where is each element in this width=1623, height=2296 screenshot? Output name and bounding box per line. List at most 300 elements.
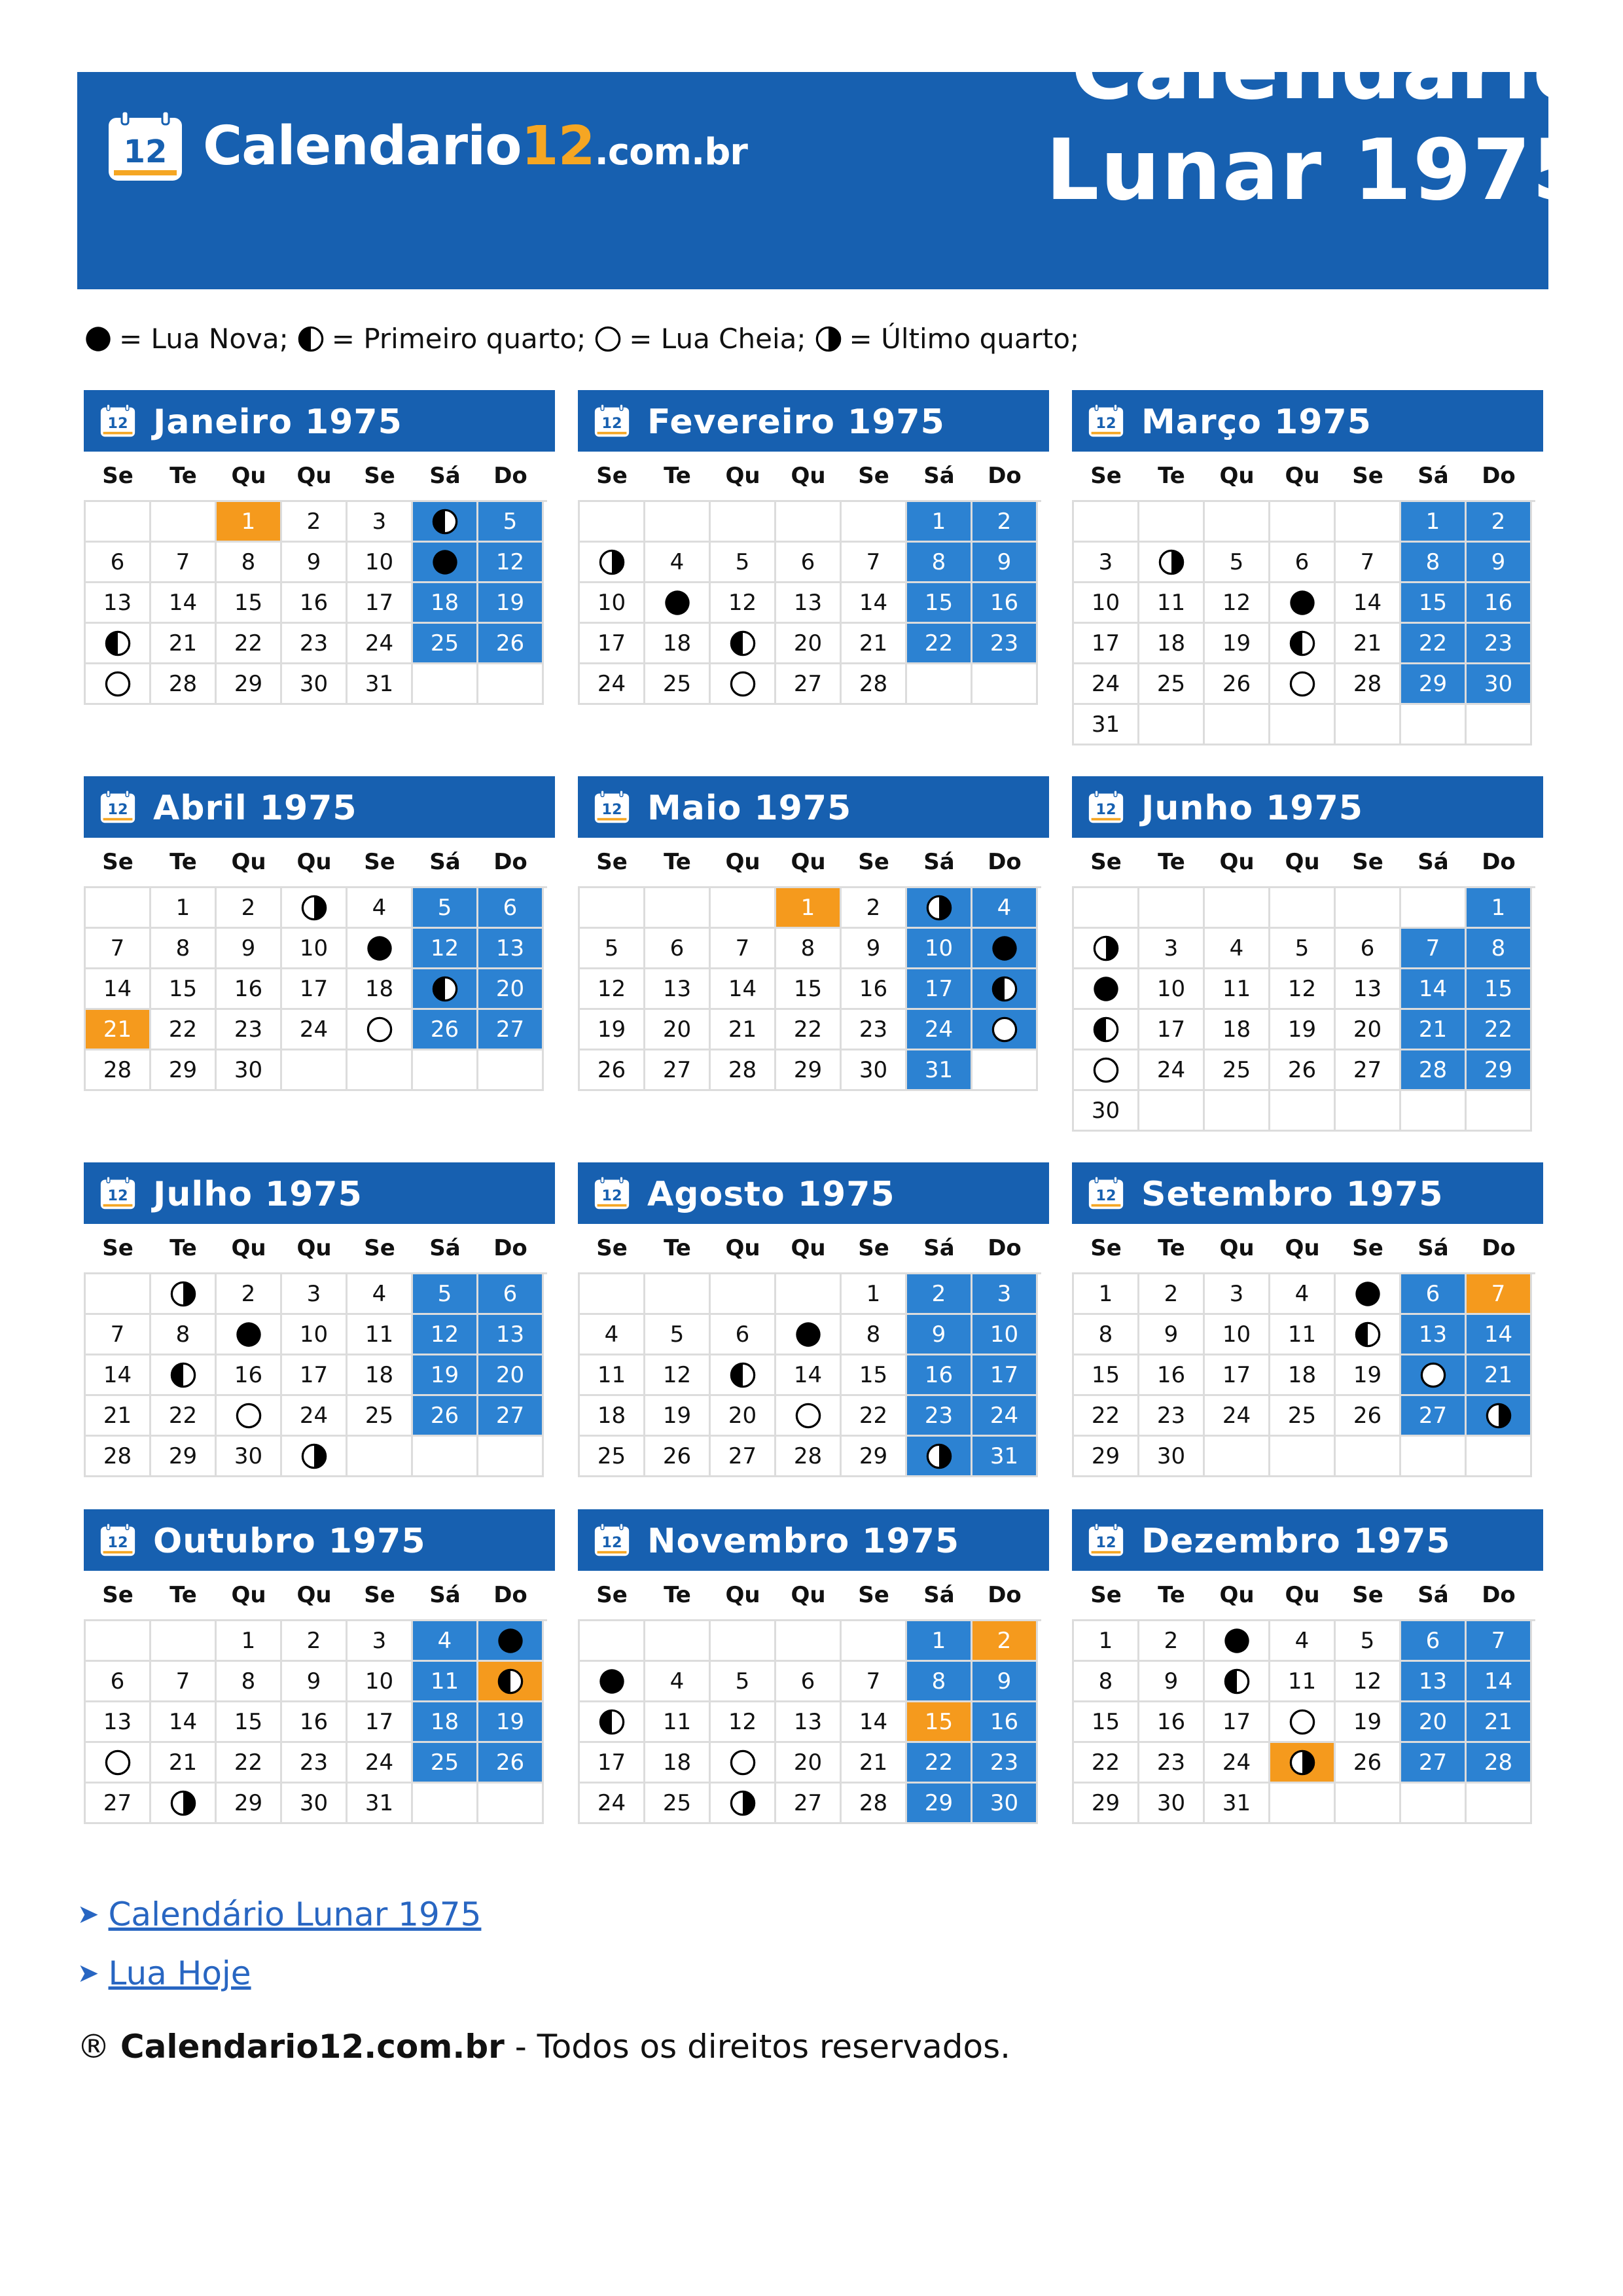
- day-cell[interactable]: [1336, 1315, 1401, 1355]
- day-cell[interactable]: 18: [1139, 624, 1205, 664]
- day-cell[interactable]: 15: [1074, 1702, 1139, 1743]
- day-cell[interactable]: 4: [1205, 929, 1270, 969]
- day-cell[interactable]: 15: [151, 969, 217, 1010]
- day-cell[interactable]: 22: [1074, 1743, 1139, 1784]
- moon-today-link[interactable]: Lua Hoje: [108, 1954, 251, 1992]
- day-cell[interactable]: 16: [217, 969, 282, 1010]
- day-cell[interactable]: 17: [1205, 1355, 1270, 1396]
- day-cell[interactable]: 4: [972, 888, 1038, 929]
- day-cell[interactable]: 6: [1401, 1621, 1467, 1662]
- day-cell[interactable]: 10: [348, 543, 413, 583]
- day-cell[interactable]: [478, 1621, 544, 1662]
- day-cell[interactable]: 2: [1139, 1274, 1205, 1315]
- day-cell[interactable]: [580, 1702, 645, 1743]
- day-cell[interactable]: 8: [842, 1315, 907, 1355]
- day-cell[interactable]: 6: [86, 1662, 151, 1702]
- day-cell[interactable]: 6: [86, 543, 151, 583]
- day-cell[interactable]: 21: [86, 1396, 151, 1437]
- day-cell[interactable]: 21: [1467, 1355, 1532, 1396]
- day-cell[interactable]: 29: [1467, 1050, 1532, 1091]
- day-cell[interactable]: 4: [1270, 1621, 1336, 1662]
- day-cell[interactable]: 3: [348, 502, 413, 543]
- day-cell[interactable]: 16: [907, 1355, 972, 1396]
- day-cell[interactable]: 23: [907, 1396, 972, 1437]
- day-cell[interactable]: 22: [1467, 1010, 1532, 1050]
- day-cell[interactable]: 1: [217, 502, 282, 543]
- day-cell[interactable]: 18: [348, 969, 413, 1010]
- day-cell[interactable]: 26: [478, 624, 544, 664]
- day-cell[interactable]: 5: [711, 1662, 776, 1702]
- day-cell[interactable]: 18: [1270, 1355, 1336, 1396]
- day-cell[interactable]: [1074, 1010, 1139, 1050]
- day-cell[interactable]: 15: [1467, 969, 1532, 1010]
- day-cell[interactable]: 18: [413, 1702, 478, 1743]
- day-cell[interactable]: 7: [1401, 929, 1467, 969]
- day-cell[interactable]: [413, 969, 478, 1010]
- day-cell[interactable]: 8: [776, 929, 842, 969]
- day-cell[interactable]: 6: [478, 888, 544, 929]
- footer-brand[interactable]: Calendario12.com.br: [120, 2028, 505, 2066]
- day-cell[interactable]: 9: [282, 543, 348, 583]
- day-cell[interactable]: 14: [86, 1355, 151, 1396]
- day-cell[interactable]: [972, 969, 1038, 1010]
- day-cell[interactable]: 5: [580, 929, 645, 969]
- day-cell[interactable]: 16: [282, 1702, 348, 1743]
- day-cell[interactable]: [1336, 1274, 1401, 1315]
- day-cell[interactable]: [1270, 664, 1336, 705]
- day-cell[interactable]: 20: [478, 969, 544, 1010]
- day-cell[interactable]: 24: [282, 1010, 348, 1050]
- day-cell[interactable]: 25: [413, 1743, 478, 1784]
- day-cell[interactable]: 17: [348, 1702, 413, 1743]
- day-cell[interactable]: 26: [1336, 1743, 1401, 1784]
- day-cell[interactable]: [348, 929, 413, 969]
- day-cell[interactable]: 13: [1336, 969, 1401, 1010]
- day-cell[interactable]: 21: [86, 1010, 151, 1050]
- day-cell[interactable]: 23: [1139, 1743, 1205, 1784]
- day-cell[interactable]: 1: [907, 1621, 972, 1662]
- day-cell[interactable]: 12: [478, 543, 544, 583]
- day-cell[interactable]: 10: [1205, 1315, 1270, 1355]
- day-cell[interactable]: 8: [217, 543, 282, 583]
- day-cell[interactable]: 27: [1401, 1396, 1467, 1437]
- day-cell[interactable]: 7: [1336, 543, 1401, 583]
- day-cell[interactable]: 24: [1139, 1050, 1205, 1091]
- day-cell[interactable]: 3: [1074, 543, 1139, 583]
- day-cell[interactable]: 5: [413, 1274, 478, 1315]
- day-cell[interactable]: 15: [217, 583, 282, 624]
- day-cell[interactable]: [645, 583, 711, 624]
- day-cell[interactable]: 4: [348, 888, 413, 929]
- day-cell[interactable]: [972, 1010, 1038, 1050]
- day-cell[interactable]: 20: [1401, 1702, 1467, 1743]
- day-cell[interactable]: 19: [1205, 624, 1270, 664]
- day-cell[interactable]: 12: [1205, 583, 1270, 624]
- day-cell[interactable]: 11: [413, 1662, 478, 1702]
- lunar-calendar-link[interactable]: Calendário Lunar 1975: [108, 1895, 482, 1933]
- day-cell[interactable]: 17: [282, 969, 348, 1010]
- day-cell[interactable]: 2: [282, 502, 348, 543]
- day-cell[interactable]: 19: [478, 1702, 544, 1743]
- day-cell[interactable]: 26: [1270, 1050, 1336, 1091]
- day-cell[interactable]: 1: [217, 1621, 282, 1662]
- day-cell[interactable]: 12: [1336, 1662, 1401, 1702]
- day-cell[interactable]: 4: [348, 1274, 413, 1315]
- day-cell[interactable]: 24: [580, 664, 645, 705]
- day-cell[interactable]: 19: [1336, 1702, 1401, 1743]
- day-cell[interactable]: 10: [282, 1315, 348, 1355]
- day-cell[interactable]: 7: [711, 929, 776, 969]
- day-cell[interactable]: 17: [580, 1743, 645, 1784]
- day-cell[interactable]: 24: [348, 1743, 413, 1784]
- day-cell[interactable]: 29: [151, 1050, 217, 1091]
- day-cell[interactable]: 28: [1336, 664, 1401, 705]
- day-cell[interactable]: 6: [478, 1274, 544, 1315]
- day-cell[interactable]: 30: [1074, 1091, 1139, 1132]
- day-cell[interactable]: 17: [282, 1355, 348, 1396]
- day-cell[interactable]: 12: [711, 583, 776, 624]
- day-cell[interactable]: 3: [1139, 929, 1205, 969]
- day-cell[interactable]: 28: [151, 664, 217, 705]
- day-cell[interactable]: [86, 624, 151, 664]
- day-cell[interactable]: [1205, 1621, 1270, 1662]
- day-cell[interactable]: 7: [1467, 1274, 1532, 1315]
- day-cell[interactable]: [972, 929, 1038, 969]
- day-cell[interactable]: 3: [1205, 1274, 1270, 1315]
- day-cell[interactable]: 10: [580, 583, 645, 624]
- day-cell[interactable]: 30: [842, 1050, 907, 1091]
- day-cell[interactable]: 13: [645, 969, 711, 1010]
- day-cell[interactable]: 30: [282, 664, 348, 705]
- day-cell[interactable]: 29: [1074, 1784, 1139, 1824]
- day-cell[interactable]: 17: [580, 624, 645, 664]
- day-cell[interactable]: 12: [1270, 969, 1336, 1010]
- day-cell[interactable]: 22: [1401, 624, 1467, 664]
- day-cell[interactable]: 16: [972, 1702, 1038, 1743]
- day-cell[interactable]: 6: [711, 1315, 776, 1355]
- day-cell[interactable]: 15: [217, 1702, 282, 1743]
- day-cell[interactable]: 30: [282, 1784, 348, 1824]
- day-cell[interactable]: 17: [1139, 1010, 1205, 1050]
- day-cell[interactable]: 22: [907, 624, 972, 664]
- day-cell[interactable]: 11: [580, 1355, 645, 1396]
- day-cell[interactable]: 19: [1336, 1355, 1401, 1396]
- day-cell[interactable]: 20: [711, 1396, 776, 1437]
- day-cell[interactable]: 21: [1467, 1702, 1532, 1743]
- day-cell[interactable]: 27: [478, 1396, 544, 1437]
- day-cell[interactable]: [86, 664, 151, 705]
- day-cell[interactable]: [711, 624, 776, 664]
- day-cell[interactable]: 1: [907, 502, 972, 543]
- day-cell[interactable]: 14: [151, 1702, 217, 1743]
- day-cell[interactable]: 4: [413, 1621, 478, 1662]
- day-cell[interactable]: [151, 1274, 217, 1315]
- day-cell[interactable]: 21: [842, 1743, 907, 1784]
- day-cell[interactable]: 15: [1401, 583, 1467, 624]
- day-cell[interactable]: 23: [282, 1743, 348, 1784]
- day-cell[interactable]: 2: [282, 1621, 348, 1662]
- day-cell[interactable]: 19: [413, 1355, 478, 1396]
- day-cell[interactable]: 10: [907, 929, 972, 969]
- day-cell[interactable]: 16: [1139, 1702, 1205, 1743]
- day-cell[interactable]: 4: [645, 1662, 711, 1702]
- day-cell[interactable]: 29: [217, 664, 282, 705]
- day-cell[interactable]: 12: [645, 1355, 711, 1396]
- day-cell[interactable]: 8: [217, 1662, 282, 1702]
- day-cell[interactable]: 23: [1139, 1396, 1205, 1437]
- day-cell[interactable]: 26: [1336, 1396, 1401, 1437]
- day-cell[interactable]: [151, 1355, 217, 1396]
- day-cell[interactable]: 23: [842, 1010, 907, 1050]
- day-cell[interactable]: 7: [151, 543, 217, 583]
- day-cell[interactable]: [1139, 543, 1205, 583]
- day-cell[interactable]: 29: [842, 1437, 907, 1477]
- day-cell[interactable]: 24: [580, 1784, 645, 1824]
- day-cell[interactable]: 6: [645, 929, 711, 969]
- day-cell[interactable]: 15: [776, 969, 842, 1010]
- day-cell[interactable]: [580, 543, 645, 583]
- day-cell[interactable]: 23: [217, 1010, 282, 1050]
- day-cell[interactable]: [907, 888, 972, 929]
- day-cell[interactable]: 13: [1401, 1315, 1467, 1355]
- day-cell[interactable]: 14: [151, 583, 217, 624]
- day-cell[interactable]: 27: [478, 1010, 544, 1050]
- day-cell[interactable]: 13: [478, 929, 544, 969]
- day-cell[interactable]: 14: [842, 1702, 907, 1743]
- day-cell[interactable]: 14: [1401, 969, 1467, 1010]
- day-cell[interactable]: 23: [972, 1743, 1038, 1784]
- day-cell[interactable]: [217, 1396, 282, 1437]
- day-cell[interactable]: 28: [1401, 1050, 1467, 1091]
- day-cell[interactable]: 22: [776, 1010, 842, 1050]
- day-cell[interactable]: 9: [1139, 1662, 1205, 1702]
- day-cell[interactable]: 1: [1074, 1621, 1139, 1662]
- day-cell[interactable]: 6: [1336, 929, 1401, 969]
- day-cell[interactable]: [580, 1662, 645, 1702]
- day-cell[interactable]: 29: [907, 1784, 972, 1824]
- day-cell[interactable]: 31: [348, 664, 413, 705]
- day-cell[interactable]: 22: [842, 1396, 907, 1437]
- day-cell[interactable]: 24: [348, 624, 413, 664]
- day-cell[interactable]: [1270, 583, 1336, 624]
- day-cell[interactable]: 26: [645, 1437, 711, 1477]
- day-cell[interactable]: 26: [413, 1396, 478, 1437]
- day-cell[interactable]: 28: [1467, 1743, 1532, 1784]
- day-cell[interactable]: 23: [972, 624, 1038, 664]
- day-cell[interactable]: 11: [348, 1315, 413, 1355]
- day-cell[interactable]: 30: [1139, 1437, 1205, 1477]
- day-cell[interactable]: [348, 1010, 413, 1050]
- day-cell[interactable]: 9: [972, 543, 1038, 583]
- day-cell[interactable]: 2: [842, 888, 907, 929]
- day-cell[interactable]: 27: [776, 664, 842, 705]
- day-cell[interactable]: 13: [776, 1702, 842, 1743]
- day-cell[interactable]: [1205, 1662, 1270, 1702]
- day-cell[interactable]: 8: [1401, 543, 1467, 583]
- day-cell[interactable]: 21: [151, 1743, 217, 1784]
- day-cell[interactable]: 26: [413, 1010, 478, 1050]
- day-cell[interactable]: 27: [776, 1784, 842, 1824]
- day-cell[interactable]: [907, 1437, 972, 1477]
- day-cell[interactable]: 16: [217, 1355, 282, 1396]
- day-cell[interactable]: 11: [1139, 583, 1205, 624]
- day-cell[interactable]: 26: [478, 1743, 544, 1784]
- day-cell[interactable]: 22: [1074, 1396, 1139, 1437]
- day-cell[interactable]: [776, 1315, 842, 1355]
- day-cell[interactable]: 19: [1270, 1010, 1336, 1050]
- day-cell[interactable]: 20: [478, 1355, 544, 1396]
- day-cell[interactable]: 20: [645, 1010, 711, 1050]
- day-cell[interactable]: 6: [1401, 1274, 1467, 1315]
- day-cell[interactable]: 14: [842, 583, 907, 624]
- day-cell[interactable]: 1: [776, 888, 842, 929]
- day-cell[interactable]: 3: [282, 1274, 348, 1315]
- day-cell[interactable]: 28: [776, 1437, 842, 1477]
- day-cell[interactable]: 8: [1074, 1315, 1139, 1355]
- day-cell[interactable]: 9: [842, 929, 907, 969]
- day-cell[interactable]: 17: [1205, 1702, 1270, 1743]
- day-cell[interactable]: 14: [1467, 1662, 1532, 1702]
- day-cell[interactable]: 9: [907, 1315, 972, 1355]
- day-cell[interactable]: 2: [972, 502, 1038, 543]
- day-cell[interactable]: 1: [842, 1274, 907, 1315]
- day-cell[interactable]: 11: [1270, 1315, 1336, 1355]
- day-cell[interactable]: 25: [1205, 1050, 1270, 1091]
- day-cell[interactable]: 15: [907, 583, 972, 624]
- day-cell[interactable]: 23: [282, 624, 348, 664]
- day-cell[interactable]: 8: [907, 543, 972, 583]
- day-cell[interactable]: 30: [972, 1784, 1038, 1824]
- day-cell[interactable]: 24: [972, 1396, 1038, 1437]
- day-cell[interactable]: 31: [348, 1784, 413, 1824]
- day-cell[interactable]: 30: [217, 1050, 282, 1091]
- day-cell[interactable]: 24: [907, 1010, 972, 1050]
- day-cell[interactable]: 24: [1205, 1396, 1270, 1437]
- day-cell[interactable]: 1: [1074, 1274, 1139, 1315]
- day-cell[interactable]: 21: [1336, 624, 1401, 664]
- day-cell[interactable]: 31: [907, 1050, 972, 1091]
- day-cell[interactable]: 21: [842, 624, 907, 664]
- day-cell[interactable]: 8: [907, 1662, 972, 1702]
- day-cell[interactable]: [1467, 1396, 1532, 1437]
- day-cell[interactable]: 27: [1336, 1050, 1401, 1091]
- day-cell[interactable]: 27: [711, 1437, 776, 1477]
- day-cell[interactable]: 13: [478, 1315, 544, 1355]
- day-cell[interactable]: 19: [580, 1010, 645, 1050]
- day-cell[interactable]: 13: [86, 1702, 151, 1743]
- day-cell[interactable]: [478, 1662, 544, 1702]
- day-cell[interactable]: 16: [972, 583, 1038, 624]
- day-cell[interactable]: 9: [1139, 1315, 1205, 1355]
- day-cell[interactable]: 13: [776, 583, 842, 624]
- day-cell[interactable]: [282, 888, 348, 929]
- day-cell[interactable]: 7: [86, 929, 151, 969]
- day-cell[interactable]: [1074, 929, 1139, 969]
- day-cell[interactable]: 15: [907, 1702, 972, 1743]
- day-cell[interactable]: 2: [1467, 502, 1532, 543]
- day-cell[interactable]: 19: [478, 583, 544, 624]
- day-cell[interactable]: 31: [972, 1437, 1038, 1477]
- day-cell[interactable]: [413, 543, 478, 583]
- day-cell[interactable]: 18: [645, 624, 711, 664]
- day-cell[interactable]: 4: [580, 1315, 645, 1355]
- day-cell[interactable]: 16: [1467, 583, 1532, 624]
- day-cell[interactable]: 25: [413, 624, 478, 664]
- day-cell[interactable]: 31: [1074, 705, 1139, 745]
- day-cell[interactable]: 10: [282, 929, 348, 969]
- day-cell[interactable]: 19: [645, 1396, 711, 1437]
- day-cell[interactable]: 31: [1205, 1784, 1270, 1824]
- day-cell[interactable]: 4: [1270, 1274, 1336, 1315]
- day-cell[interactable]: [1401, 1355, 1467, 1396]
- day-cell[interactable]: [413, 502, 478, 543]
- day-cell[interactable]: 2: [1139, 1621, 1205, 1662]
- day-cell[interactable]: 27: [86, 1784, 151, 1824]
- day-cell[interactable]: 20: [776, 1743, 842, 1784]
- day-cell[interactable]: 27: [1401, 1743, 1467, 1784]
- day-cell[interactable]: [1270, 1702, 1336, 1743]
- day-cell[interactable]: 1: [151, 888, 217, 929]
- day-cell[interactable]: 11: [1270, 1662, 1336, 1702]
- day-cell[interactable]: 29: [1401, 664, 1467, 705]
- day-cell[interactable]: 2: [907, 1274, 972, 1315]
- day-cell[interactable]: 24: [282, 1396, 348, 1437]
- day-cell[interactable]: [282, 1437, 348, 1477]
- day-cell[interactable]: 1: [1467, 888, 1532, 929]
- day-cell[interactable]: 15: [842, 1355, 907, 1396]
- day-cell[interactable]: 2: [972, 1621, 1038, 1662]
- day-cell[interactable]: 18: [1205, 1010, 1270, 1050]
- day-cell[interactable]: 6: [776, 1662, 842, 1702]
- day-cell[interactable]: 12: [711, 1702, 776, 1743]
- day-cell[interactable]: [1074, 969, 1139, 1010]
- day-cell[interactable]: 8: [1074, 1662, 1139, 1702]
- day-cell[interactable]: 7: [842, 543, 907, 583]
- day-cell[interactable]: 22: [217, 624, 282, 664]
- day-cell[interactable]: 14: [1336, 583, 1401, 624]
- day-cell[interactable]: 2: [217, 1274, 282, 1315]
- day-cell[interactable]: 2: [217, 888, 282, 929]
- day-cell[interactable]: 17: [907, 969, 972, 1010]
- day-cell[interactable]: 20: [1336, 1010, 1401, 1050]
- day-cell[interactable]: 29: [151, 1437, 217, 1477]
- day-cell[interactable]: 12: [580, 969, 645, 1010]
- day-cell[interactable]: 22: [217, 1743, 282, 1784]
- day-cell[interactable]: 11: [1205, 969, 1270, 1010]
- day-cell[interactable]: 17: [348, 583, 413, 624]
- day-cell[interactable]: 29: [217, 1784, 282, 1824]
- day-cell[interactable]: 8: [1467, 929, 1532, 969]
- day-cell[interactable]: 28: [842, 664, 907, 705]
- day-cell[interactable]: 5: [711, 543, 776, 583]
- day-cell[interactable]: 6: [1270, 543, 1336, 583]
- day-cell[interactable]: 9: [1467, 543, 1532, 583]
- day-cell[interactable]: 21: [1401, 1010, 1467, 1050]
- day-cell[interactable]: 14: [86, 969, 151, 1010]
- day-cell[interactable]: 10: [1139, 969, 1205, 1010]
- day-cell[interactable]: [1074, 1050, 1139, 1091]
- day-cell[interactable]: 18: [645, 1743, 711, 1784]
- day-cell[interactable]: 25: [580, 1437, 645, 1477]
- day-cell[interactable]: 25: [645, 664, 711, 705]
- day-cell[interactable]: 25: [645, 1784, 711, 1824]
- day-cell[interactable]: 8: [151, 929, 217, 969]
- day-cell[interactable]: 9: [972, 1662, 1038, 1702]
- day-cell[interactable]: 27: [645, 1050, 711, 1091]
- day-cell[interactable]: 7: [151, 1662, 217, 1702]
- day-cell[interactable]: 24: [1074, 664, 1139, 705]
- day-cell[interactable]: 12: [413, 1315, 478, 1355]
